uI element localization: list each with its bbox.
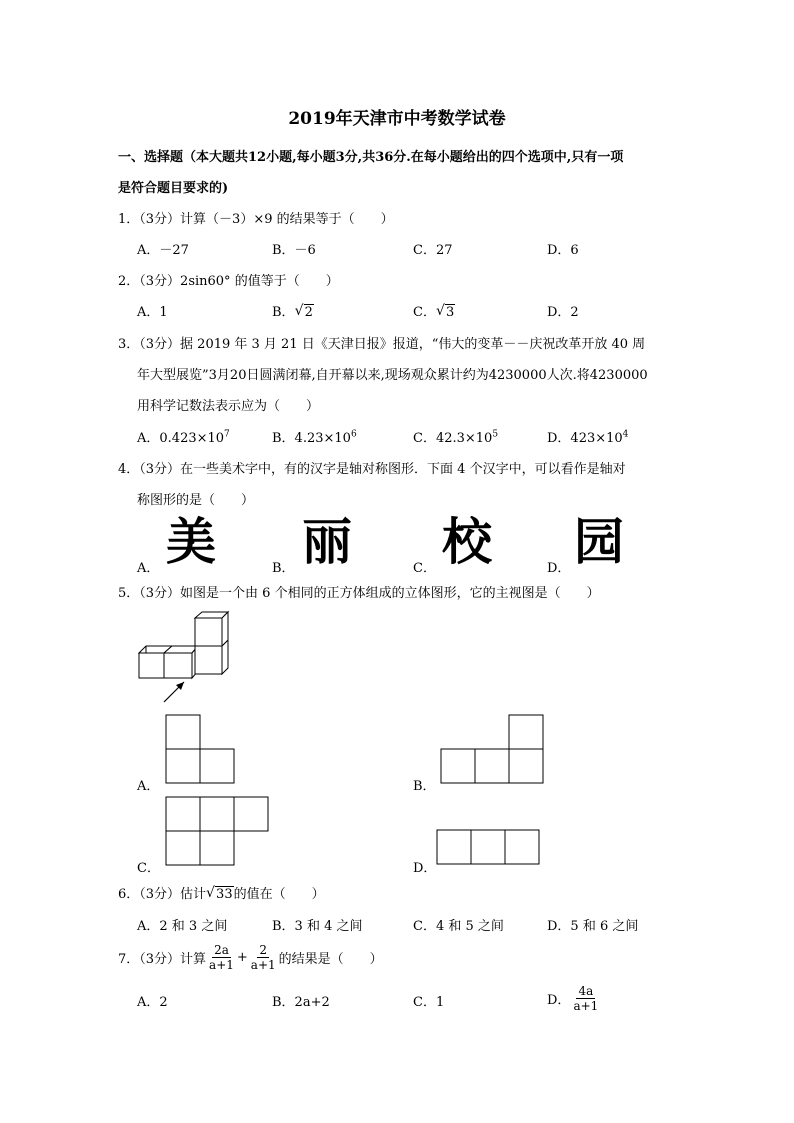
q4-char-d: 园: [574, 513, 624, 571]
q4-char-b: 丽: [302, 513, 352, 571]
q5-option-c-view: [165, 796, 271, 868]
q4-option-d: D．: [547, 561, 571, 576]
question-3-stem-line3: 用科学记数法表示应为（ ）: [137, 399, 320, 414]
q6-option-b: B．3 和 4 之间: [272, 919, 363, 934]
q5-option-b: B．: [413, 779, 436, 794]
q5-cube-figure: [132, 610, 242, 705]
section-header: 一、选择题（本大题共12小题,每小题3分,共36分.在每小题给出的四个选项中,只有一项: [118, 150, 624, 165]
q4-option-b: B．: [272, 561, 295, 576]
section-header-cont: 是符合题目要求的): [118, 181, 229, 196]
question-6-stem: 6．（3分）估计 √ 33的值在（ ）: [118, 885, 325, 902]
q3-option-b: B．$4.23\times 10^6$: [272, 429, 357, 446]
q6-option-d: D．5 和 6 之间: [547, 919, 639, 934]
q1-option-d: D．6: [547, 243, 579, 258]
q4-option-c: C．: [413, 561, 436, 576]
q7-option-a: A．2: [137, 995, 168, 1010]
q1-option-c: C．27: [413, 243, 453, 258]
q4-char-c: 校: [442, 513, 492, 571]
sqrt-3: √ 3: [435, 303, 455, 320]
sqrt-2: √ 2: [294, 303, 313, 320]
q4-char-a: 美: [166, 513, 216, 571]
q1-option-b: B．－6: [272, 243, 316, 258]
q3-option-c: C．$42.3\times 10^5$: [413, 429, 499, 446]
q5-option-c: C．: [137, 861, 160, 876]
q4-option-a: A．: [137, 561, 160, 576]
q7-option-c: C．1: [413, 995, 445, 1010]
q7-option-d: D． $\frac{4a}{a+1}$: [547, 984, 599, 1013]
question-5-stem: 5．（3分）如图是一个由 6 个相同的正方体组成的立体图形，它的主视图是（ ）: [118, 586, 600, 601]
q2-option-b: B． √ 2: [272, 303, 313, 320]
q3-option-a: A．$0.423\times 10^7$: [137, 429, 230, 446]
sqrt-33: √ 33: [206, 885, 233, 902]
question-3-stem-line1: 3．（3分）据 2019 年 3 月 21 日《天津日报》报道，“伟大的变革－－庆祝改革开放 40 周: [118, 337, 646, 352]
question-4-stem-line1: 4．（3分）在一些美术字中，有的汉字是轴对称图形．下面 4 个汉字中，可以看作是轴对: [118, 462, 626, 477]
q5-option-a-view: [165, 714, 237, 786]
q5-option-d-view: [436, 829, 542, 867]
q7-option-d-fraction: $\frac{4a}{a+1}$: [573, 984, 599, 1013]
q5-option-d: D．: [413, 861, 437, 876]
q5-option-a: A．: [137, 779, 160, 794]
q3-option-d: D．$423\times 10^4$: [547, 429, 629, 446]
question-3-stem-line2: 年大型展览”3月20日圆满闭幕,自开幕以来,现场观众累计约为4230000人次.将4230000: [137, 368, 648, 383]
q7-fraction-2: $\frac{2}{a+1}$: [250, 943, 276, 972]
q6-option-c: C．4 和 5 之间: [413, 919, 504, 934]
q6-option-a: A．2 和 3 之间: [137, 919, 228, 934]
q2-option-c: C． √ 3: [413, 303, 455, 320]
question-4-stem-line2: 称图形的是（ ）: [137, 493, 255, 508]
q5-option-b-view: [440, 714, 546, 786]
question-2-stem: 2．（3分）2sin60° 的值等于（ ）: [118, 274, 339, 289]
q2-option-a: A．1: [137, 305, 168, 320]
page-title: 2019年天津市中考数学试卷: [288, 109, 506, 129]
q2-option-d: D．2: [547, 305, 579, 320]
q7-option-b: B．2a+2: [272, 995, 330, 1010]
q7-fraction-1: $\frac{2a}{a+1}$: [209, 943, 234, 972]
q1-option-a: A．－27: [137, 243, 189, 258]
question-1-stem: 1．（3分）计算（－3）×9 的结果等于（ ）: [118, 212, 394, 227]
question-7-stem: 7．（3分）计算 $\frac{2a}{a+1}$ + $\frac{2}{a+1}$ 的结果是（ ）: [118, 943, 383, 972]
